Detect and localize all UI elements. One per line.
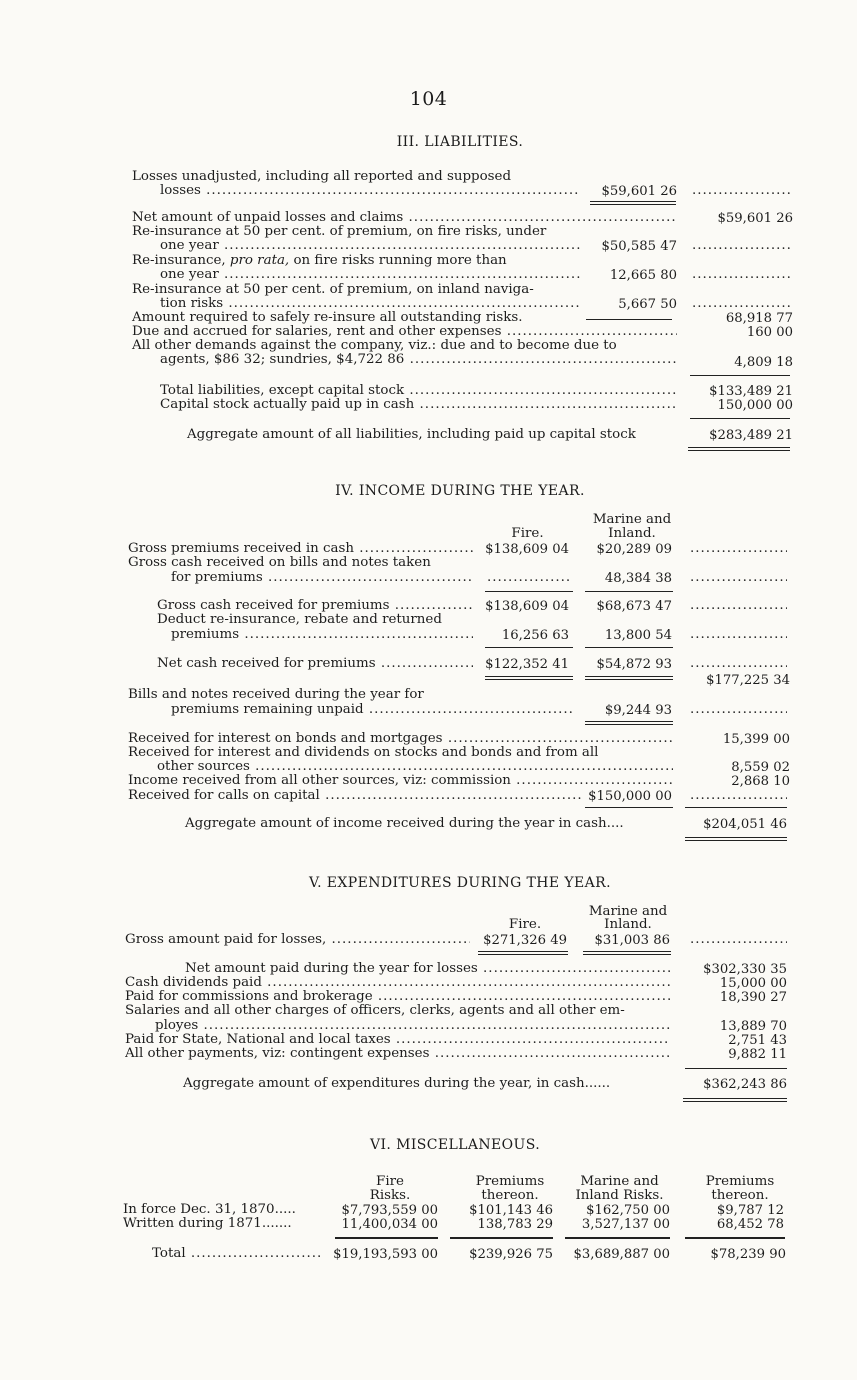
commissions-label: Paid for commissions and brokerage ..... <box>125 990 670 1004</box>
rule <box>565 1237 670 1239</box>
rule <box>335 1237 438 1239</box>
reinsurance-inland-value: 5,667 50 <box>618 297 677 312</box>
exp-col-marine-2: Inland. <box>604 917 652 932</box>
deduct-marine: 13,800 54 <box>604 628 672 643</box>
reinsurance-pro-rata-line1: Re-insurance, pro rata, on fire risks running more than <box>132 253 507 268</box>
other-demands-value: 4,809 18 <box>734 355 793 370</box>
due-accrued-value: 160 00 <box>746 325 793 340</box>
gross-losses-marine: $31,003 86 <box>594 933 670 948</box>
misc-row-prem: 138,783 29 <box>477 1217 553 1232</box>
net-unpaid-label: Net amount of unpaid losses and claims ..... <box>132 211 677 225</box>
rule <box>485 591 573 592</box>
misc-row-prem2: $9,787 12 <box>716 1203 784 1218</box>
misc-total-marine: $3,689,887 00 <box>573 1247 670 1262</box>
misc-row-label: Written during 1871....... <box>123 1216 292 1231</box>
leader-dots <box>690 789 787 803</box>
leader-dots <box>690 657 787 671</box>
aggregate-liabilities-value: $283,489 21 <box>709 428 793 443</box>
income-other-value: 2,868 10 <box>731 774 790 789</box>
misc-h-prem-2: thereon. <box>481 1188 539 1203</box>
deduct-line1: Deduct re-insurance, rebate and returned <box>157 612 442 627</box>
interest-bonds-value: 15,399 00 <box>722 732 790 747</box>
misc-row-fire: 11,400,034 00 <box>341 1217 438 1232</box>
double-rule <box>583 951 671 955</box>
leader-dots <box>692 184 792 198</box>
exp-col-marine-1: Marine and <box>588 904 668 919</box>
misc-h-fire-1: Fire <box>376 1174 404 1189</box>
income-other-label: Income received from all other sources, viz: commission ..... <box>128 774 673 788</box>
reinsurance-50-line1: Re-insurance at 50 per cent. of premium, on fire risks, under <box>132 224 547 239</box>
capital-paid-value: 150,000 00 <box>717 398 793 413</box>
reinsurance-pro-rata-line2: one year ..... <box>160 268 580 282</box>
misc-h-fire-2: Risks. <box>369 1188 411 1203</box>
income-col-marine-1: Marine and <box>592 512 672 527</box>
gross-cash-label: Gross cash received for premiums ..... <box>157 599 473 613</box>
capital-paid-label: Capital stock actually paid up in cash ..... <box>160 398 677 412</box>
reinsurance-50-line2: one year ..... <box>160 239 580 253</box>
gross-premiums-marine: $20,289 09 <box>596 542 672 557</box>
double-rule <box>585 676 673 680</box>
total-liabilities-value: $133,489 21 <box>709 384 793 399</box>
aggregate-expenditures-label: Aggregate amount of expenditures during the year, in cash...... <box>183 1076 611 1091</box>
salaries-line1: Salaries and all other charges of officers, clerks, agents and all other em- <box>125 1003 625 1018</box>
income-title: IV. INCOME DURING THE YEAR. <box>335 483 585 499</box>
losses-unadjusted-line2: losses ..... <box>160 184 580 198</box>
deduct-fire: 16,256 63 <box>501 628 569 643</box>
double-rule <box>683 1098 787 1102</box>
misc-title: VI. MISCELLANEOUS. <box>369 1137 541 1153</box>
double-rule <box>478 951 568 955</box>
other-demands-line2: agents, $86 32; sundries, $4,722 86 ..... <box>160 353 677 367</box>
misc-row-marine: $162,750 00 <box>586 1203 670 1218</box>
rule <box>685 807 787 808</box>
bills-unpaid-line1: Bills and notes received during the year for <box>128 687 424 702</box>
net-cash-marine: $54,872 93 <box>596 657 672 672</box>
income-col-marine-2: Inland. <box>608 526 656 541</box>
commissions-value: 18,390 27 <box>719 990 787 1005</box>
aggregate-liabilities-label: Aggregate amount of all liabilities, including paid up capital stock <box>187 427 636 442</box>
gross-cash-fire: $138,609 04 <box>485 599 569 614</box>
misc-total-fire: $19,193,593 00 <box>333 1247 438 1262</box>
leader-dots <box>690 599 787 613</box>
aggregate-expenditures-value: $362,243 86 <box>703 1077 787 1092</box>
leader-dots <box>692 268 792 282</box>
other-payments-value: 9,882 11 <box>728 1047 787 1062</box>
misc-h-prem2-1: Premiums <box>705 1174 775 1189</box>
deduct-line2: premiums ..... <box>171 628 473 642</box>
aggregate-income-label: Aggregate amount of income received during the year in cash.... <box>185 816 624 831</box>
leader-dots <box>690 571 787 585</box>
double-rule <box>685 837 787 841</box>
leader-dots <box>690 703 787 717</box>
due-accrued-label: Due and accrued for salaries, rent and other expenses ..... <box>132 325 677 339</box>
rule <box>685 1237 785 1239</box>
taxes-label: Paid for State, National and local taxes ..... <box>125 1033 670 1047</box>
calls-capital-value: $150,000 00 <box>588 789 672 804</box>
leader-dots <box>690 542 787 556</box>
calls-capital-label: Received for calls on capital ..... <box>128 789 583 803</box>
taxes-value: 2,751 43 <box>728 1033 787 1048</box>
salaries-line2: ployes ..... <box>155 1019 670 1033</box>
gross-premiums-label: Gross premiums received in cash ..... <box>128 542 473 556</box>
aggregate-income-value: $204,051 46 <box>703 817 787 832</box>
gross-premiums-fire: $138,609 04 <box>485 542 569 557</box>
rule <box>585 591 673 592</box>
salaries-value: 13,889 70 <box>719 1019 787 1034</box>
bills-taken-marine: 48,384 38 <box>604 571 672 586</box>
rule <box>450 1237 553 1239</box>
leader-dots <box>690 628 787 642</box>
double-rule <box>590 201 676 205</box>
double-rule <box>485 676 573 680</box>
total-liabilities-label: Total liabilities, except capital stock ..... <box>160 384 677 398</box>
misc-h-prem2-2: thereon. <box>711 1188 769 1203</box>
other-payments-label: All other payments, viz: contingent expenses ..... <box>125 1047 670 1061</box>
rule <box>690 418 790 419</box>
net-unpaid-value: $59,601 26 <box>717 211 793 226</box>
income-col-fire: Fire. <box>511 526 544 541</box>
double-rule <box>688 447 790 451</box>
interest-bonds-label: Received for interest on bonds and mortgages ..... <box>128 732 673 746</box>
gross-losses-fire: $271,326 49 <box>483 933 567 948</box>
exp-col-fire: Fire. <box>508 917 542 932</box>
double-rule <box>585 721 673 725</box>
dividends-label: Cash dividends paid ..... <box>125 976 670 990</box>
misc-row-prem: $101,143 46 <box>469 1203 553 1218</box>
bills-taken-line2: for premiums ..... <box>171 571 473 585</box>
reinsurance-pro-rata-value: 12,665 80 <box>609 268 677 283</box>
rule <box>585 647 673 648</box>
dash-rule <box>586 319 672 320</box>
losses-unadjusted-value: $59,601 26 <box>601 184 677 199</box>
interest-dividends-line1: Received for interest and dividends on stocks and bonds and from all <box>128 745 599 760</box>
gross-cash-marine: $68,673 47 <box>596 599 672 614</box>
bills-taken-line1: Gross cash received on bills and notes taken <box>128 555 431 570</box>
misc-total-label: Total ..... <box>152 1247 322 1261</box>
expenditures-title: V. EXPENDITURES DURING THE YEAR. <box>309 875 611 891</box>
reinsurance-inland-line2: tion risks ..... <box>160 297 580 311</box>
misc-row-marine: 3,527,137 00 <box>581 1217 670 1232</box>
net-cash-fire: $122,352 41 <box>485 657 569 672</box>
liabilities-title: III. LIABILITIES. <box>396 134 524 150</box>
dividends-value: 15,000 00 <box>719 976 787 991</box>
leader-dots <box>692 239 792 253</box>
page-number: 104 <box>409 88 448 110</box>
bills-unpaid-value: $9,244 93 <box>604 703 672 718</box>
bills-unpaid-line2: premiums remaining unpaid ..... <box>171 703 573 717</box>
losses-unadjusted-line1: Losses unadjusted, including all reported and supposed <box>132 169 512 184</box>
amount-required-label: Amount required to safely re-insure all outstanding risks. <box>132 310 523 325</box>
misc-total-prem2: $78,239 90 <box>710 1247 786 1262</box>
interest-dividends-value: 8,559 02 <box>731 760 790 775</box>
net-cash-total: $177,225 34 <box>706 673 790 688</box>
gross-losses-label: Gross amount paid for losses, ..... <box>125 933 470 947</box>
misc-row-label: In force Dec. 31, 1870..... <box>123 1202 296 1217</box>
other-demands-line1: All other demands against the company, viz.: due and to become due to <box>132 338 617 353</box>
reinsurance-inland-line1: Re-insurance at 50 per cent. of premium, on inland naviga- <box>132 282 534 297</box>
leader-dots <box>487 571 569 585</box>
misc-total-prem: $239,926 75 <box>469 1247 553 1262</box>
amount-required-value: 68,918 77 <box>725 311 793 326</box>
net-losses-label: Net amount paid during the year for losses ..... <box>185 962 670 976</box>
misc-h-prem-1: Premiums <box>475 1174 545 1189</box>
misc-h-marine-2: Inland Risks. <box>575 1188 664 1203</box>
rule <box>585 807 673 808</box>
net-cash-label: Net cash received for premiums ..... <box>157 657 473 671</box>
rule <box>685 1068 787 1069</box>
misc-row-prem2: 68,452 78 <box>716 1217 784 1232</box>
net-losses-value: $302,330 35 <box>703 962 787 977</box>
misc-h-marine-1: Marine and <box>580 1174 659 1189</box>
reinsurance-50-value: $50,585 47 <box>601 239 677 254</box>
interest-dividends-line2: other sources ..... <box>157 760 673 774</box>
leader-dots <box>690 933 787 947</box>
rule <box>485 647 573 648</box>
misc-row-fire: $7,793,559 00 <box>341 1203 438 1218</box>
rule <box>690 375 790 376</box>
leader-dots <box>692 297 792 311</box>
